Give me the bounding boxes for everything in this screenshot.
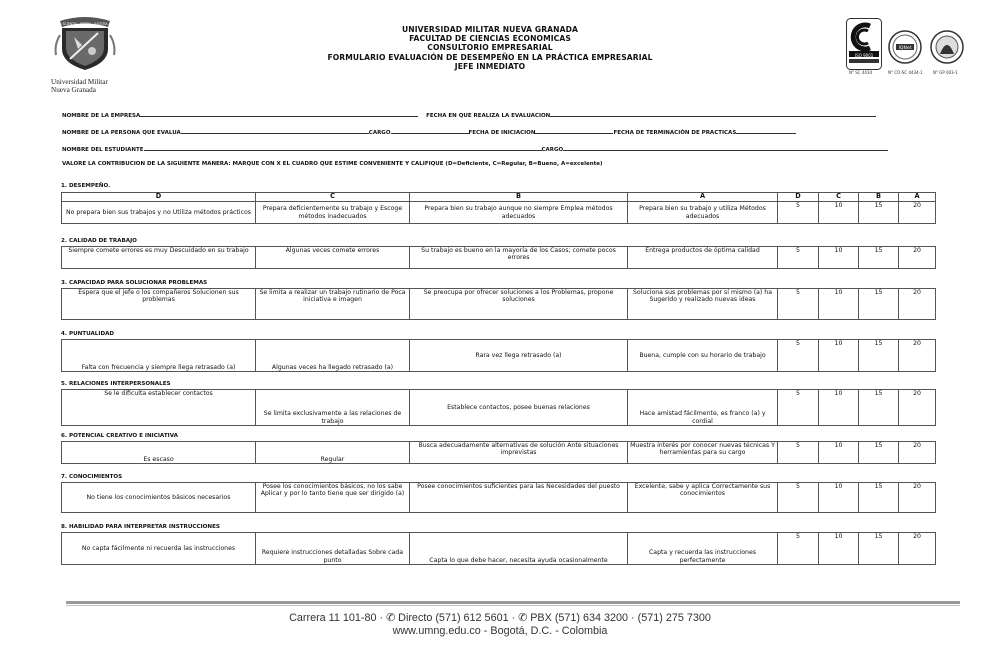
icontec-logo-icon xyxy=(846,18,882,70)
title-line: FORMULARIO EVALUACIÓN DE DESEMPEÑO EN LA PRÁCTICA EMPRESARIAL xyxy=(327,52,653,62)
option-a[interactable]: Buena, cumple con su horario de trabajo xyxy=(628,340,778,372)
table-row xyxy=(62,202,936,224)
col-header: D xyxy=(778,193,819,202)
footer-address: Carrera 11 101-80 · ✆ Directo (571) 612 5601 · ✆ PBX (571) 634 3200 · (571) 275 7300 xyxy=(289,612,711,624)
footer-divider xyxy=(66,601,960,604)
option-d[interactable]: Siempre comete errores es muy Descuidado en su trabajo xyxy=(62,247,256,269)
score-d[interactable]: 5 xyxy=(778,533,819,565)
score-a[interactable]: 20 xyxy=(899,247,936,269)
field-row-evaluador xyxy=(62,128,796,136)
col-header: C xyxy=(819,193,859,202)
evaluation-table-8 xyxy=(61,532,936,565)
evaluation-table-6 xyxy=(61,441,936,464)
university-name-line2: Nueva Granada xyxy=(51,86,96,94)
option-c[interactable]: Algunas veces comete errores xyxy=(256,247,410,269)
score-d[interactable]: 5 xyxy=(778,390,819,426)
col-header: A xyxy=(628,193,778,202)
col-header: A xyxy=(899,193,936,202)
score-d[interactable]: 5 xyxy=(778,289,819,320)
icontec-number: N° SC 4434 xyxy=(849,70,873,75)
table-row xyxy=(62,340,936,372)
section-title: 5. RELACIONES INTERPERSONALES xyxy=(61,381,171,387)
option-d[interactable]: Se le dificulta establecer contactos xyxy=(62,390,256,426)
cargo2-label: CARGO xyxy=(541,147,564,153)
section-title: 4. PUNTUALIDAD xyxy=(61,331,115,337)
table-row xyxy=(62,442,936,464)
score-c[interactable]: 10 xyxy=(819,289,859,320)
cargo2-input[interactable] xyxy=(563,145,888,151)
section-title: 7. CONOCIMIENTOS xyxy=(61,474,123,480)
fecha-terminacion-label: FECHA DE TERMINACIÓN DE PRACTICAS xyxy=(613,130,737,136)
cargo-label: CARGO xyxy=(368,130,391,136)
score-c[interactable]: 10 xyxy=(819,442,859,464)
score-d[interactable]: 5 xyxy=(778,202,819,224)
option-d[interactable]: No capta fácilmente ni recuerda las instrucciones xyxy=(62,533,256,565)
option-c[interactable]: Posee los conocimientos básicos, no los sabe Aplicar y por lo tanto tiene que ser dirigido (a) xyxy=(256,483,410,513)
gp-number: N° GP 003-1 xyxy=(933,70,958,75)
score-d[interactable]: 5 xyxy=(778,340,819,372)
score-c[interactable]: 10 xyxy=(819,483,859,513)
section-title: 8. HABILIDAD PARA INTERPRETAR INSTRUCCIONES xyxy=(61,524,220,530)
option-a[interactable]: Excelente, sabe y aplica Correctamente sus conocimientos xyxy=(628,483,778,513)
field-row-estudiante xyxy=(62,145,888,153)
university-crest-icon xyxy=(52,15,118,71)
score-a[interactable]: 20 xyxy=(899,533,936,565)
option-a[interactable]: Muestra interés por conocer nuevas técnicas Y herramientas para su cargo xyxy=(628,442,778,464)
option-d[interactable]: Espera que el jefe o los compañeros Solucionen sus problemas xyxy=(62,289,256,320)
field-row-empresa xyxy=(62,111,876,119)
cargo-input[interactable] xyxy=(391,128,469,134)
evaluation-table-7 xyxy=(61,482,936,513)
fecha-evaluacion-label: FECHA EN QUE REALIZA LA EVALUACION xyxy=(426,113,551,119)
col-header: D xyxy=(62,193,256,202)
evaluation-table-2 xyxy=(61,246,936,269)
table-row xyxy=(62,247,936,269)
score-a[interactable]: 20 xyxy=(899,483,936,513)
option-b[interactable]: Posee conocimientos suficientes para las Necesidades del puesto xyxy=(410,483,628,513)
fecha-iniciacion-input[interactable] xyxy=(535,128,613,134)
score-d[interactable]: 5 xyxy=(778,247,819,269)
table-row xyxy=(62,483,936,513)
persona-evalua-input[interactable] xyxy=(181,128,369,134)
form-header xyxy=(300,25,680,71)
option-d[interactable]: Falta con frecuencia y siempre llega retrasado (a) xyxy=(62,340,256,372)
option-c[interactable]: Regular xyxy=(256,442,410,464)
score-a[interactable]: 20 xyxy=(899,442,936,464)
footer-website: www.umng.edu.co - Bogotá, D.C. - Colombia xyxy=(392,625,608,637)
option-a[interactable]: Capta y recuerda las instrucciones perfectamente xyxy=(628,533,778,565)
option-c[interactable]: Se limita exclusivamente a las relaciones de trabajo xyxy=(256,390,410,426)
option-b[interactable]: Capta lo que debe hacer, necesita ayuda ocasionalmente xyxy=(410,533,628,565)
score-b[interactable]: 15 xyxy=(859,247,899,269)
title-line: CONSULTORIO EMPRESARIAL xyxy=(427,43,553,53)
score-a[interactable]: 20 xyxy=(899,340,936,372)
score-a[interactable]: 20 xyxy=(899,202,936,224)
option-c[interactable]: Requiere instrucciones detalladas Sobre cada punto xyxy=(256,533,410,565)
score-c[interactable]: 10 xyxy=(819,390,859,426)
col-header: C xyxy=(256,193,410,202)
svg-text:IQNet: IQNet xyxy=(898,46,912,51)
option-a[interactable]: Entrega productos de óptima calidad xyxy=(628,247,778,269)
fecha-terminacion-input[interactable] xyxy=(736,128,796,134)
option-b[interactable]: Establece contactos, posee buenas relaciones xyxy=(410,390,628,426)
score-b[interactable]: 15 xyxy=(859,442,899,464)
estudiante-input[interactable] xyxy=(144,145,542,151)
score-c[interactable]: 10 xyxy=(819,202,859,224)
option-b[interactable]: Prepara bien su trabajo aunque no siempre Emplea métodos adecuados xyxy=(410,202,628,224)
university-logo xyxy=(46,15,124,94)
section-title: 6. POTENCIAL CREATIVO E INICIATIVA xyxy=(61,433,178,439)
fecha-iniciacion-label: FECHA DE INICIACION xyxy=(468,130,536,136)
fecha-evaluacion-input[interactable] xyxy=(550,111,876,117)
score-c[interactable]: 10 xyxy=(819,340,859,372)
score-c[interactable]: 10 xyxy=(819,533,859,565)
option-b[interactable]: Su trabajo es bueno en la mayoría de los Casos; comete pocos errores xyxy=(410,247,628,269)
score-d[interactable]: 5 xyxy=(778,442,819,464)
estudiante-label: NOMBRE DEL ESTUDIANTE xyxy=(62,147,144,153)
score-b[interactable]: 15 xyxy=(859,202,899,224)
score-a[interactable]: 20 xyxy=(899,289,936,320)
iqnet-number: N° CO-SC 4434-1 xyxy=(888,70,923,75)
evaluation-table-4 xyxy=(61,339,936,372)
option-c[interactable]: Algunas veces ha llegado retrasado (a) xyxy=(256,340,410,372)
option-d[interactable]: Es escaso xyxy=(62,442,256,464)
option-c[interactable]: Se limita a realizar un trabajo rutinario de Poca iniciativa e imagen xyxy=(256,289,410,320)
col-header: B xyxy=(859,193,899,202)
score-a[interactable]: 20 xyxy=(899,390,936,426)
score-b[interactable]: 15 xyxy=(859,390,899,426)
table-header-row xyxy=(62,193,936,202)
iso-label: ISO 9001 xyxy=(855,53,874,58)
title-line: JEFE INMEDIATO xyxy=(454,61,526,71)
score-b[interactable]: 15 xyxy=(859,289,899,320)
title-line: FACULTAD DE CIENCIAS ECONOMICAS xyxy=(409,34,571,44)
option-d[interactable]: No prepara bien sus trabajos y no Utiliza métodos prácticos xyxy=(62,202,256,224)
evaluation-table-1 xyxy=(61,192,936,224)
score-b[interactable]: 15 xyxy=(859,483,899,513)
score-b[interactable]: 15 xyxy=(859,533,899,565)
score-b[interactable]: 15 xyxy=(859,340,899,372)
footer xyxy=(0,612,1000,638)
evaluation-table-5 xyxy=(61,389,936,426)
option-c[interactable]: Prepara deficientemente su trabajo y Escoge métodos inadecuados xyxy=(256,202,410,224)
empresa-input[interactable] xyxy=(140,111,418,117)
evaluation-table-3 xyxy=(61,288,936,320)
gp-logo-icon xyxy=(930,30,964,64)
svg-text:SCIENTIA · PATRIA · JUSTITIA: SCIENTIA · PATRIA · JUSTITIA xyxy=(62,22,108,26)
empresa-label: NOMBRE DE LA EMPRESA xyxy=(62,113,141,119)
option-d[interactable]: No tiene los conocimientos básicos necesarios xyxy=(62,483,256,513)
option-b[interactable]: Se preocupa por ofrecer soluciones a los Problemas, propone soluciones xyxy=(410,289,628,320)
section-title: 2. CALIDAD DE TRABAJO xyxy=(61,238,137,244)
table-row xyxy=(62,533,936,565)
option-a[interactable]: Prepara bien su trabajo y utiliza Métodos adecuados xyxy=(628,202,778,224)
option-a[interactable]: Hace amistad fácilmente, es franco (a) y cordial xyxy=(628,390,778,426)
score-d[interactable]: 5 xyxy=(778,483,819,513)
certification-logos xyxy=(846,18,976,74)
option-b[interactable]: Busca adecuadamente alternativas de solución Ante situaciones imprevistas xyxy=(410,442,628,464)
col-header: B xyxy=(410,193,628,202)
section-title: 3. CAPACIDAD PARA SOLUCIONAR PROBLEMAS xyxy=(61,280,208,286)
persona-evalua-label: NOMBRE DE LA PERSONA QUE EVALUA xyxy=(62,130,181,136)
table-row xyxy=(62,289,936,320)
option-b[interactable]: Rara vez llega retrasado (a) xyxy=(410,340,628,372)
university-name-line1: Universidad Militar xyxy=(51,78,108,86)
option-a[interactable]: Soluciona sus problemas por sí mismo (a) ha Sugerido y realizado nuevas ideas xyxy=(628,289,778,320)
section-title: 1. DESEMPEÑO. xyxy=(61,183,111,189)
iqnet-logo-icon xyxy=(888,30,922,64)
score-c[interactable]: 10 xyxy=(819,247,859,269)
instructions: VALORE LA CONTRIBUCION DE LA SIGUIENTE MANERA: MARQUE CON X EL CUADRO QUE ESTIME CONVENIENTE Y CALIFIQUE (D=Deficiente, C=Regular, B=Bueno, A=excelente) xyxy=(62,161,603,167)
table-row xyxy=(62,390,936,426)
title-line: UNIVERSIDAD MILITAR NUEVA GRANADA xyxy=(402,25,578,34)
footer-divider-thin xyxy=(66,605,960,606)
